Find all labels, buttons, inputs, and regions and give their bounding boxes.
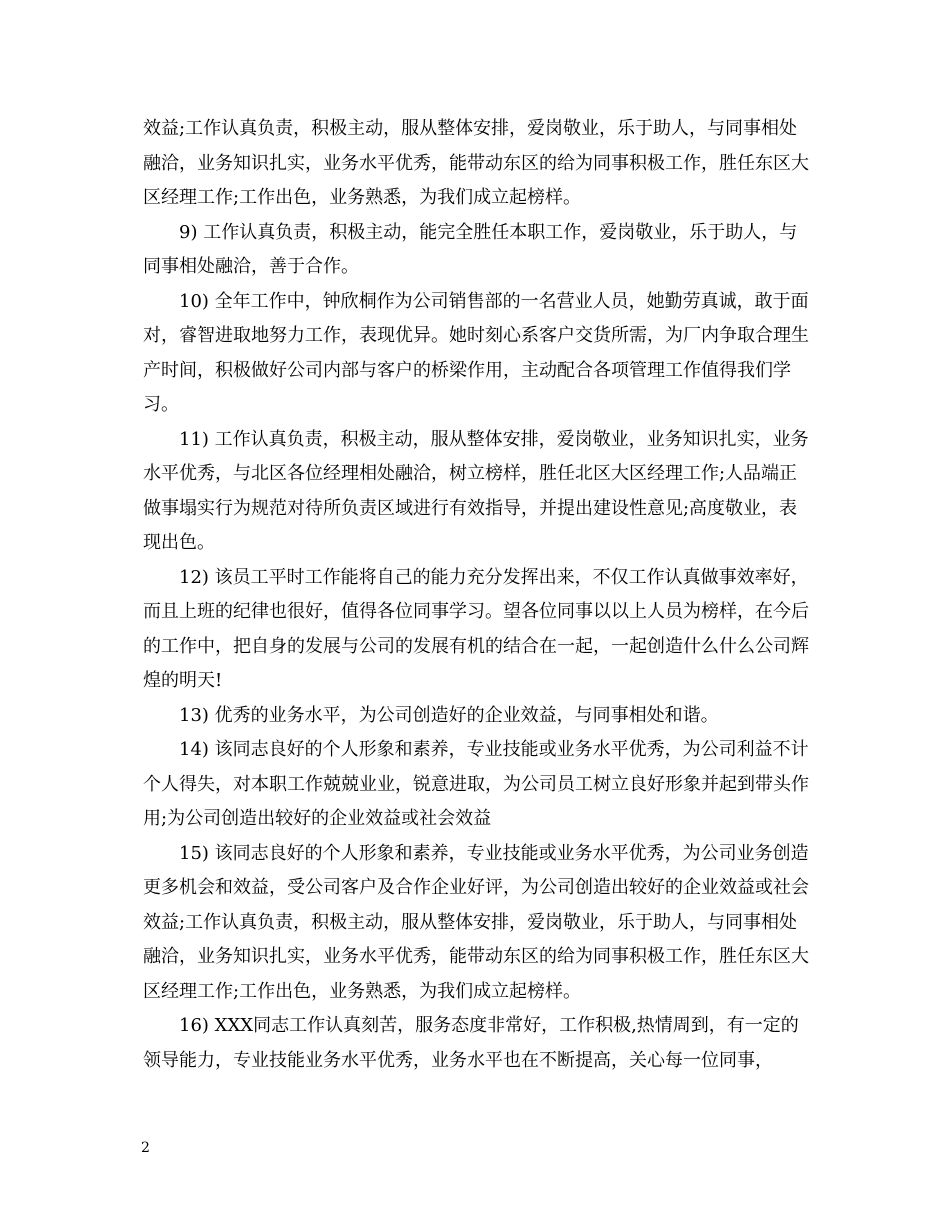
paragraph-item-15: 15) 该同志良好的个人形象和素养，专业技能或业务水平优秀，为公司业务创造更多机会和效益，受公司客户及合作企业好评，为公司创造出较好的企业效益或社会效益;工作认真负责，积极主动，服从整体安排，爱岗敬业，乐于助人，与同事相处融洽，业务知识扎实，业务水平优秀，能带动东区的给为同事积极工作，胜任东区大区经理工作;工作出色，业务熟悉，为我们成立起榜样。: [143, 842, 809, 1002]
paragraph-item-9: 9) 工作认真负责，积极主动，能完全胜任本职工作，爱岗敬业，乐于助人，与同事相处融洽，善于合作。: [143, 221, 798, 277]
paragraph-item-11: 11) 工作认真负责，积极主动，服从整体安排，爱岗敬业，业务知识扎实，业务水平优秀，与北区各位经理相处融洽，树立榜样，胜任北区大区经理工作;人品端正做事塌实行为规范对待所负责区域进行有效指导，并提出建设性意见;高度敬业，表现出色。: [143, 428, 809, 553]
paragraph-item-10: 10) 全年工作中，钟欣桐作为公司销售部的一名营业人员，她勤劳真诚，敢于面对，睿智进取地努力工作，表现优异。她时刻心系客户交货所需，为厂内争取合理生产时间，积极做好公司内部与客户的桥梁作用，主动配合各项管理工作值得我们学习。: [143, 290, 809, 415]
document-body: [143, 112, 815, 1078]
paragraph-continuation: 效益;工作认真负责，积极主动，服从整体安排，爱岗敬业，乐于助人，与同事相处融洽，业务知识扎实，业务水平优秀，能带动东区的给为同事积极工作，胜任东区大区经理工作;工作出色，业务熟悉，为我们成立起榜样。: [143, 118, 809, 208]
paragraph-item-16: 16) XXX同志工作认真刻苦，服务态度非常好，工作积极,热情周到，有一定的领导能力，专业技能业务水平优秀，业务水平也在不断提高，关心每一位同事，: [143, 1015, 799, 1071]
paragraph-item-14: 14) 该同志良好的个人形象和素养，专业技能或业务水平优秀，为公司利益不计个人得失，对本职工作兢兢业业，锐意进取，为公司员工树立良好形象并起到带头作用;为公司创造出较好的企业效益或社会效益: [143, 739, 809, 829]
paragraph-item-12: 12) 该员工平时工作能将自己的能力充分发挥出来，不仅工作认真做事效率好，而且上班的纪律也很好，值得各位同事学习。望各位同事以以上人员为榜样，在今后的工作中，把自身的发展与公司的发展有机的结合在一起，一起创造什么什么公司辉煌的明天!: [143, 566, 809, 691]
paragraph-item-13: 13) 优秀的业务水平，为公司创造好的企业效益，与同事相处和谐。: [179, 704, 719, 726]
page-number: 2: [141, 1140, 150, 1156]
